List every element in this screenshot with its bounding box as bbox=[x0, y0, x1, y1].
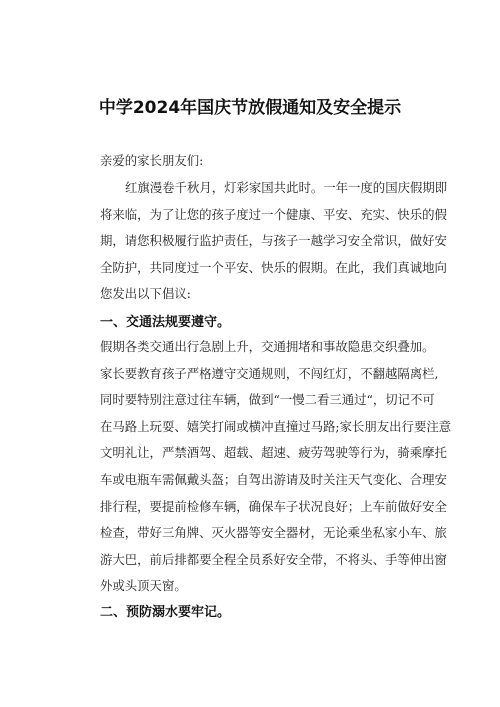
section-2-heading: 二、预防溺水要牢记。 bbox=[100, 605, 231, 620]
document-title: 中学2024年国庆节放假通知及安全提示 bbox=[98, 98, 402, 118]
section-1-line: 外或头顶天窗。 bbox=[100, 578, 187, 594]
intro-line: 期，请您积极履行监护责任，与孩子一越学习安全常识，做好安 bbox=[100, 233, 447, 249]
section-1-line: 家长要教育孩子严格遵守交通规则，不闯红灯，不翻越隔离栏, bbox=[100, 365, 439, 381]
section-1-line: 假期各类交通出行急剧上升，交通拥堵和事故隐患交织叠加。 bbox=[100, 339, 435, 354]
salutation bbox=[100, 148, 462, 175]
intro-line: 红旗漫卷千秋月，灯彩家国共此时。一年一度的国庆假期即 bbox=[125, 180, 448, 195]
section-1-line: 排行程，要提前检修车辆，确保车子状况良好；上车前做好安全 bbox=[100, 498, 447, 514]
section-1-line: 在马路上玩耍、嬉笑打闹或横冲直撞过马路;家长朋友出行要注意 bbox=[100, 418, 452, 434]
section-1-line: 同时要特别注意过往车辆，做到“一慢二看三通过“，切记不可 bbox=[100, 392, 435, 408]
section-1-heading: 一、交通法规要遵守。 bbox=[100, 315, 231, 330]
intro-line: 将来临，为了让您的孩子度过一个健康、平安、充实、快乐的假 bbox=[100, 206, 447, 222]
salutation-text: 亲爱的家长朋友们: bbox=[100, 153, 204, 168]
section-1-line: 检查，带好三角牌、灭火器等安全器材，无论乘坐私家小车、旅 bbox=[100, 525, 447, 541]
section-1-line: 文明礼让，严禁酒驾、超载、超速、疲劳驾驶等行为，骑乘摩托 bbox=[100, 445, 447, 461]
section-1-line: 游大巴，前后排都要全程全员系好安全带，不将头、手等伸出窗 bbox=[100, 551, 447, 567]
section-1-line: 车或电瓶车需佩戴头盔；自驾出游请及时关注天气变化、合理安 bbox=[100, 471, 447, 487]
intro-line: 您发出以下倡议: bbox=[100, 286, 191, 302]
section-1-paragraph bbox=[100, 334, 462, 600]
intro-paragraph bbox=[100, 175, 462, 308]
intro-line: 全防护，共同度过一个平安、快乐的假期。在此，我们真诚地向 bbox=[100, 259, 447, 275]
